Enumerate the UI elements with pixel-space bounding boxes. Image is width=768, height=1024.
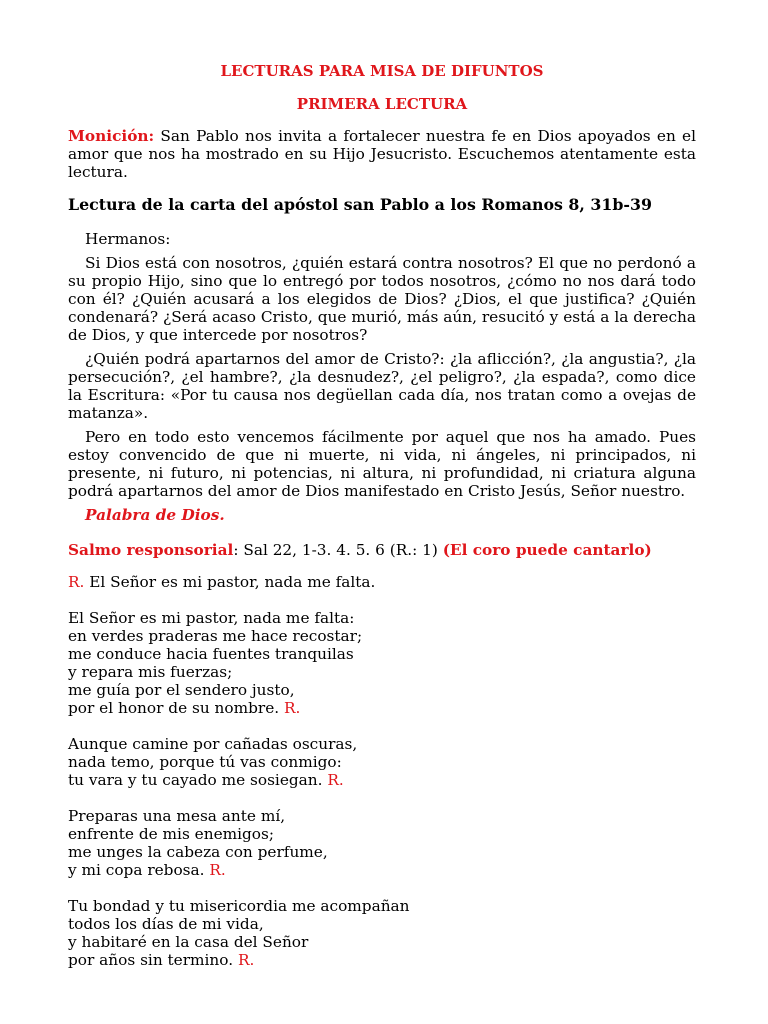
document-page xyxy=(68,62,696,969)
psalm-stanza-3 xyxy=(68,807,696,879)
stanza-line: Preparas una mesa ante mí, xyxy=(68,807,286,825)
psalm-note: (El coro puede cantarlo) xyxy=(442,541,652,559)
monicion-text: San Pablo nos invita a fortalecer nuestra fe en Dios apoyados en el amor que nos ha mostrado en su Hijo Jesucristo. Escuchemos atentamente esta lectura. xyxy=(68,127,696,181)
response-marker: R. xyxy=(68,573,85,591)
reading-heading: Lectura de la carta del apóstol san Pablo a los Romanos 8, 31b-39 xyxy=(68,195,652,214)
stanza-line: Tu bondad y tu misericordia me acompañan xyxy=(68,897,410,915)
stanza-line: en verdes praderas me hace recostar; xyxy=(68,627,363,645)
reading-paragraph-1: Si Dios está con nosotros, ¿quién estará contra nosotros? El que no perdonó a su propio Hijo, sino que lo entregó por todos nosotros, ¿cómo no nos dará todo con él? ¿Quién acusará a los elegidos de Dios? ¿Dios, el que justifica? ¿Quién condenará? ¿Será acaso Cristo, que murió, más aún, resucitó y está a la derecha de Dios, y que intercede por nosotros? xyxy=(68,254,696,344)
response-marker: R. xyxy=(209,861,226,879)
stanza-line: me conduce hacia fuentes tranquilas xyxy=(68,645,354,663)
psalm-stanza-1 xyxy=(68,609,696,717)
monicion-paragraph xyxy=(68,127,696,181)
stanza-line: El Señor es mi pastor, nada me falta: xyxy=(68,609,355,627)
response-text: El Señor es mi pastor, nada me falta. xyxy=(84,573,376,591)
psalm-stanza-2 xyxy=(68,735,696,789)
stanza-line-text: por el honor de su nombre. xyxy=(68,699,285,717)
stanza-line: enfrente de mis enemigos; xyxy=(68,825,275,843)
psalm-reference: : Sal 22, 1-3. 4. 5. 6 (R.: 1) xyxy=(233,541,443,559)
stanza-line-final xyxy=(68,771,696,789)
stanza-line-final xyxy=(68,861,696,879)
document-title: LECTURAS PARA MISA DE DIFUNTOS xyxy=(220,62,544,80)
psalm-stanza-4 xyxy=(68,897,696,969)
stanza-line-text: tu vara y tu cayado me sosiegan. xyxy=(68,771,328,789)
stanza-line: y habitaré en la casa del Señor xyxy=(68,933,309,951)
psalm-heading xyxy=(68,541,696,559)
stanza-line: me unges la cabeza con perfume, xyxy=(68,843,328,861)
stanza-line: me guía por el sendero justo, xyxy=(68,681,295,699)
reading-paragraph-3: Pero en todo esto vencemos fácilmente por aquel que nos ha amado. Pues estoy convencido de que ni muerte, ni vida, ni ángeles, ni principados, ni presente, ni futuro, ni potencias, ni altura, ni profundidad, ni criatura alguna podrá apartarnos del amor de Dios manifestado en Cristo Jesús, Señor nuestro. xyxy=(68,428,696,500)
stanza-line: nada temo, porque tú vas conmigo: xyxy=(68,753,342,771)
section-title: PRIMERA LECTURA xyxy=(296,95,468,113)
stanza-line-text: y mi copa rebosa. xyxy=(68,861,210,879)
stanza-line: todos los días de mi vida, xyxy=(68,915,264,933)
response-marker: R. xyxy=(327,771,344,789)
stanza-line-text: por años sin termino. xyxy=(68,951,238,969)
reading-greeting: Hermanos: xyxy=(85,230,171,248)
reading-closing: Palabra de Dios. xyxy=(85,506,225,524)
stanza-line-final xyxy=(68,951,696,969)
stanza-line: Aunque camine por cañadas oscuras, xyxy=(68,735,358,753)
stanza-line-final xyxy=(68,699,696,717)
response-marker: R. xyxy=(284,699,301,717)
psalm-label: Salmo responsorial xyxy=(68,541,234,559)
psalm-response xyxy=(68,573,696,591)
monicion-label: Monición: xyxy=(68,127,155,145)
stanza-line: y repara mis fuerzas; xyxy=(68,663,233,681)
reading-paragraph-2: ¿Quién podrá apartarnos del amor de Cristo?: ¿la aflicción?, ¿la angustia?, ¿la persecución?, ¿el hambre?, ¿la desnudez?, ¿el peligro?, ¿la espada?, como dice la Escritura: «Por tu causa nos degüellan cada día, nos tratan como a ovejas de matanza». xyxy=(68,350,696,422)
response-marker: R. xyxy=(237,951,255,969)
